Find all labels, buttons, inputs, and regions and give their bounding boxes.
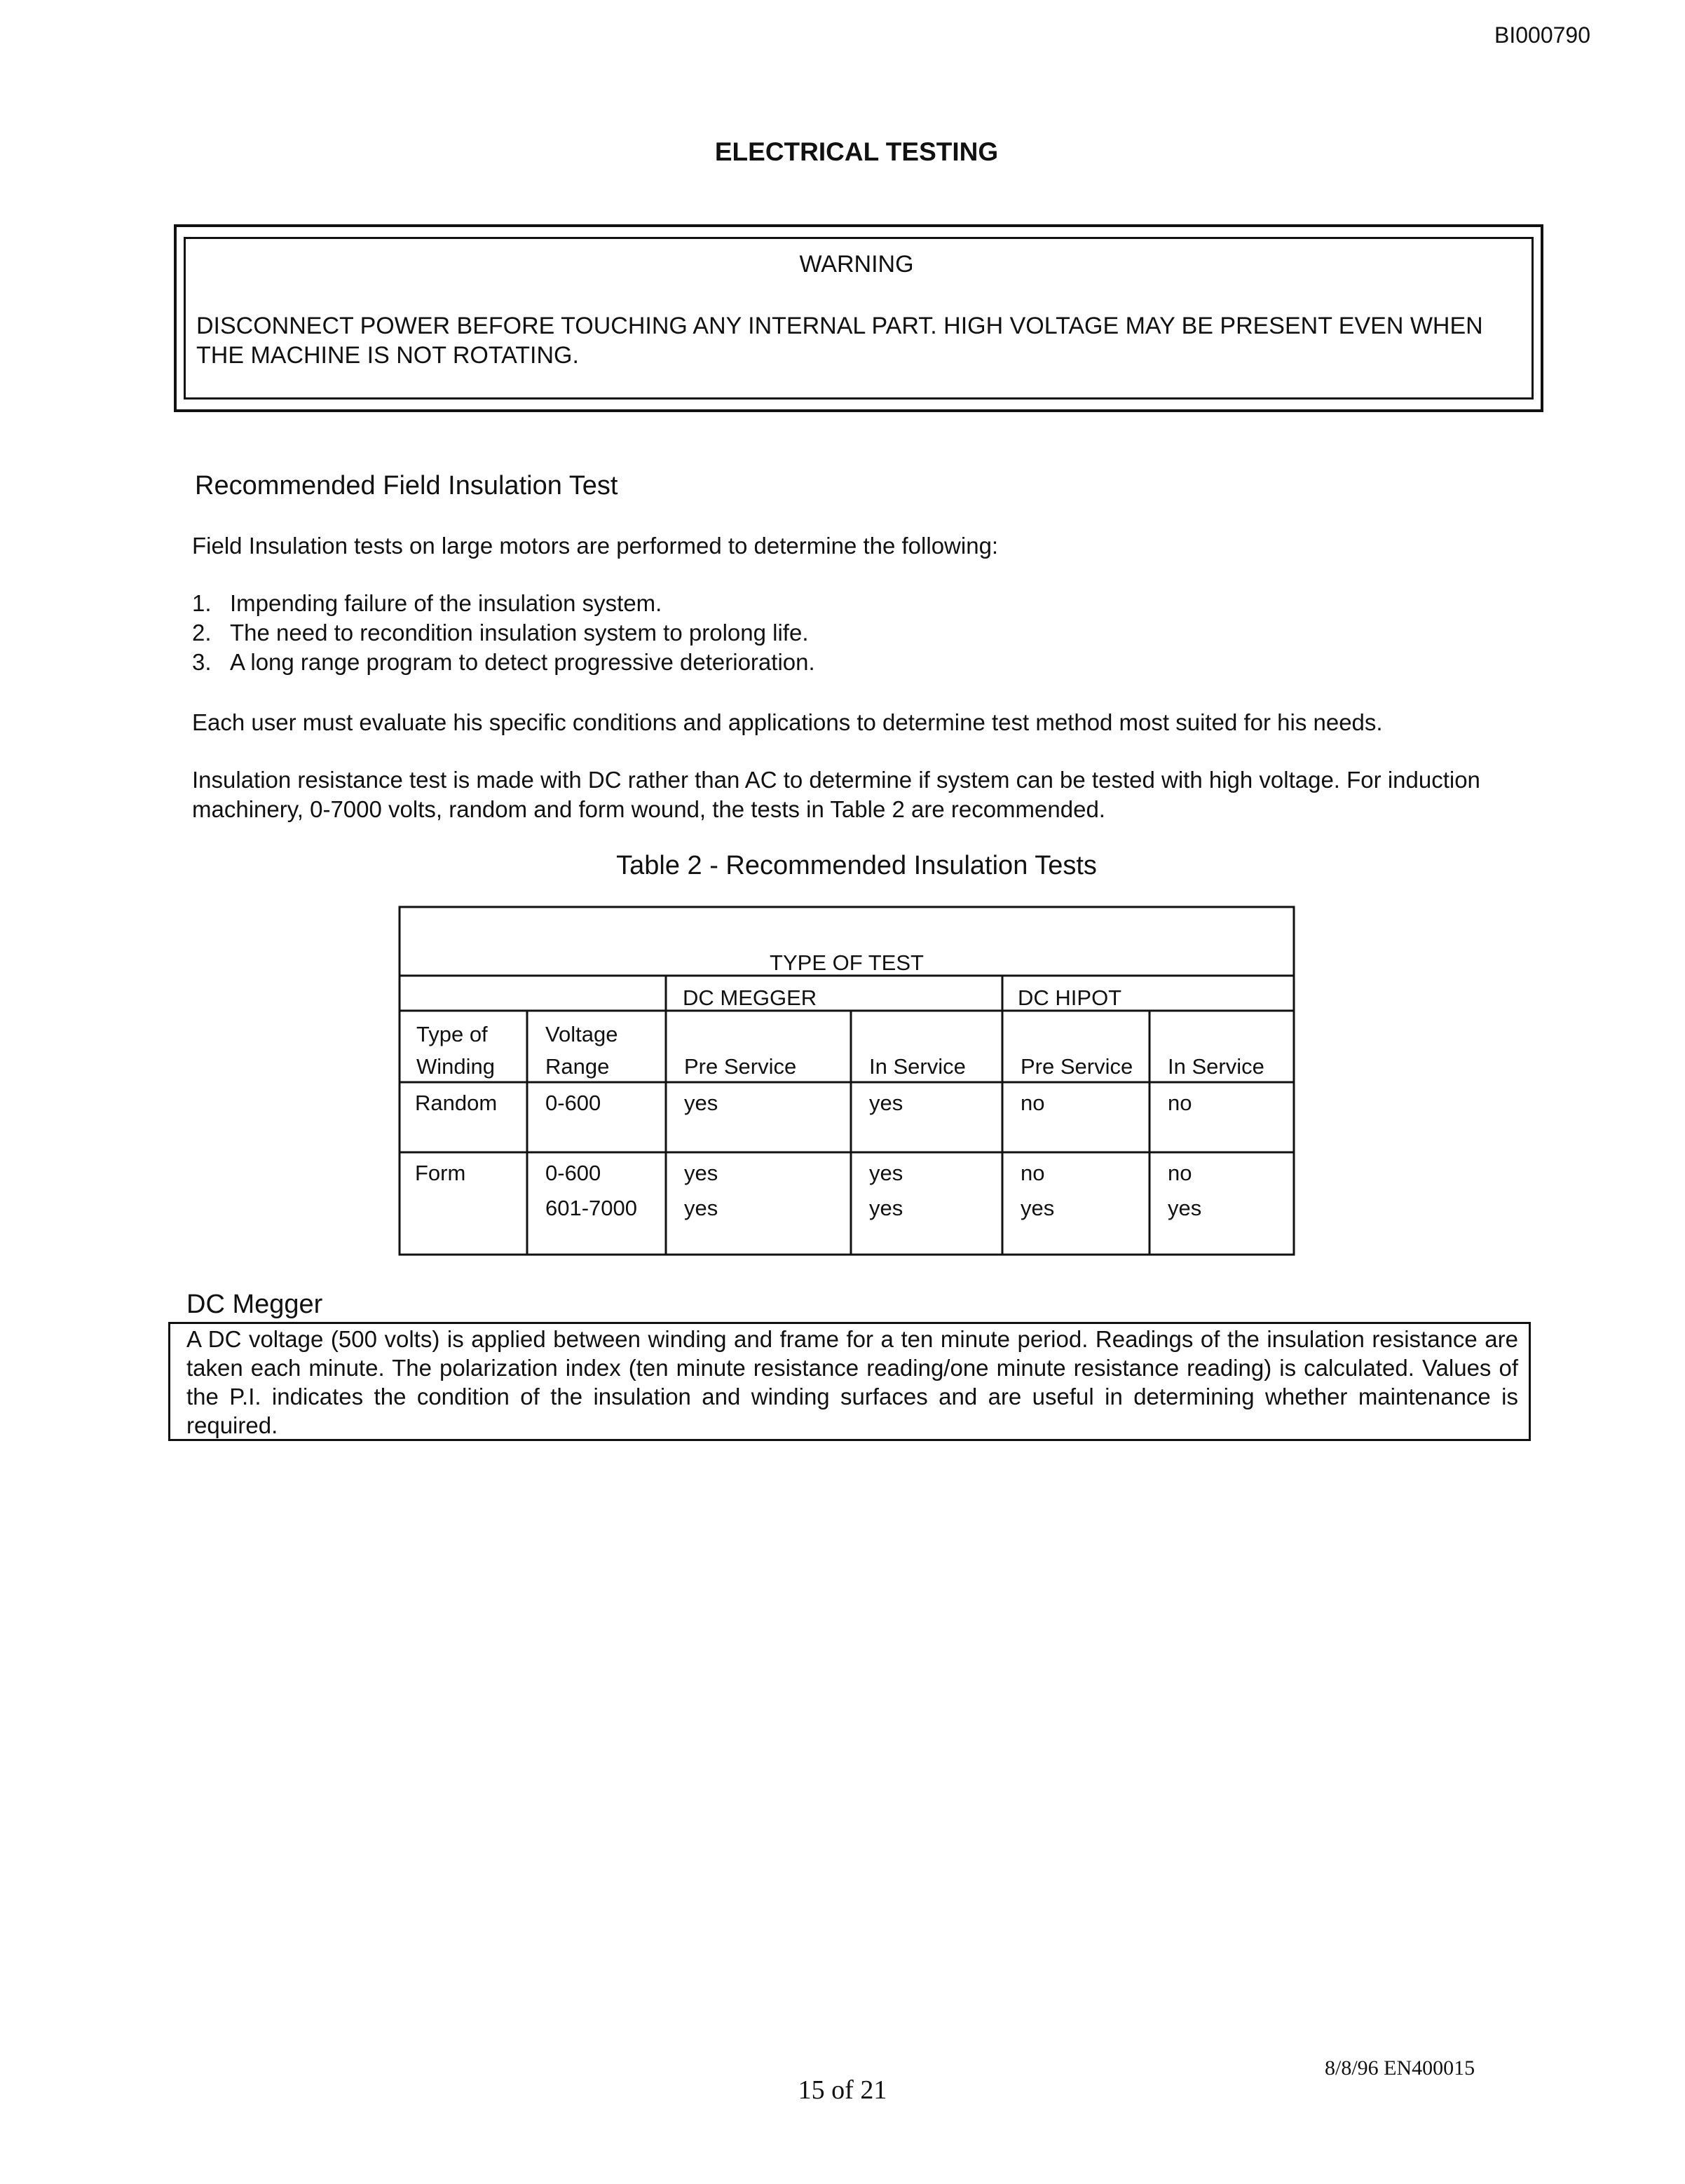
cell-megger-pre: yes [684,1196,718,1220]
list-number: 2. [192,620,212,646]
table-caption: Table 2 - Recommended Insulation Tests [616,851,1097,880]
list-number: 1. [192,590,212,616]
cell-range: 601-7000 [545,1196,638,1220]
list-item [192,589,815,618]
cell-megger-in: yes [869,1196,903,1220]
page-title: ELECTRICAL TESTING [714,137,999,166]
list-text: Impending failure of the insulation system. [230,590,662,616]
insulation-paragraph: Insulation resistance test is made with DC rather than AC to determine if system can be tested with high voltage. For induction machinery, 0-7000 volts, random and form wound, the tests in Table 2 are recommended. [192,767,1480,822]
col-megger-pre-service: Pre Service [684,1054,797,1079]
list-text: A long range program to detect progressive deterioration. [230,649,815,675]
list-number: 3. [192,649,212,675]
col-megger-in-service: In Service [869,1054,966,1079]
dc-megger-header: DC MEGGER [683,985,817,1010]
cell-hipot-pre: no [1021,1161,1045,1185]
page-number: 15 of 21 [798,2075,887,2105]
list-item [192,648,815,677]
list-text: The need to recondition insulation system to prolong life. [230,620,809,646]
dc-megger-heading: DC Megger [186,1290,323,1319]
col-voltage-header-line1: Voltage [545,1022,618,1046]
cell-megger-in: yes [869,1161,903,1185]
dc-megger-body: A DC voltage (500 volts) is applied between winding and frame for a ten minute period. Readings of the insulation resistance are taken each minute. The polarization index (ten minute resistance reading/one minute resistance reading) is calculated. Values of the P.I. indicates the condition of the insulation and winding surfaces and are useful in determining whether maintenance is required. [186,1326,1518,1438]
cell-range: 0-600 [545,1091,601,1115]
cell-winding: Random [415,1091,498,1115]
cell-hipot-in: no [1168,1161,1192,1185]
warning-body: DISCONNECT POWER BEFORE TOUCHING ANY INTERNAL PART. HIGH VOLTAGE MAY BE PRESENT EVEN WHEN THE MACHINE IS NOT ROTATING. [196,313,1483,369]
cell-hipot-in: yes [1168,1196,1202,1220]
cell-megger-pre: yes [684,1161,718,1185]
col-winding-header-line2: Winding [416,1054,495,1079]
cell-megger-in: yes [869,1091,903,1115]
col-winding-header-line1: Type of [416,1022,488,1046]
col-hipot-pre-service: Pre Service [1021,1054,1133,1079]
col-hipot-in-service: In Service [1168,1054,1264,1079]
cell-winding: Form [415,1161,466,1185]
cell-hipot-pre: no [1021,1091,1045,1115]
warning-heading: WARNING [799,251,914,278]
cell-range: 0-600 [545,1161,601,1185]
purpose-list [192,589,815,677]
list-item [192,618,815,648]
document-id: BI000790 [1494,22,1591,48]
cell-hipot-pre: yes [1021,1196,1055,1220]
cell-megger-pre: yes [684,1091,718,1115]
intro-paragraph: Field Insulation tests on large motors are performed to determine the following: [192,533,999,559]
table-grid [400,907,1294,1255]
footer-date-code: 8/8/96 EN400015 [1325,2056,1475,2080]
cell-hipot-in: no [1168,1091,1192,1115]
each-user-paragraph: Each user must evaluate his specific conditions and applications to determine test method most suited for his needs. [192,709,1383,735]
type-of-test-header: TYPE OF TEST [770,950,924,975]
col-voltage-header-line2: Range [545,1054,610,1079]
dc-hipot-header: DC HIPOT [1018,985,1122,1010]
section-heading: Recommended Field Insulation Test [195,471,618,500]
